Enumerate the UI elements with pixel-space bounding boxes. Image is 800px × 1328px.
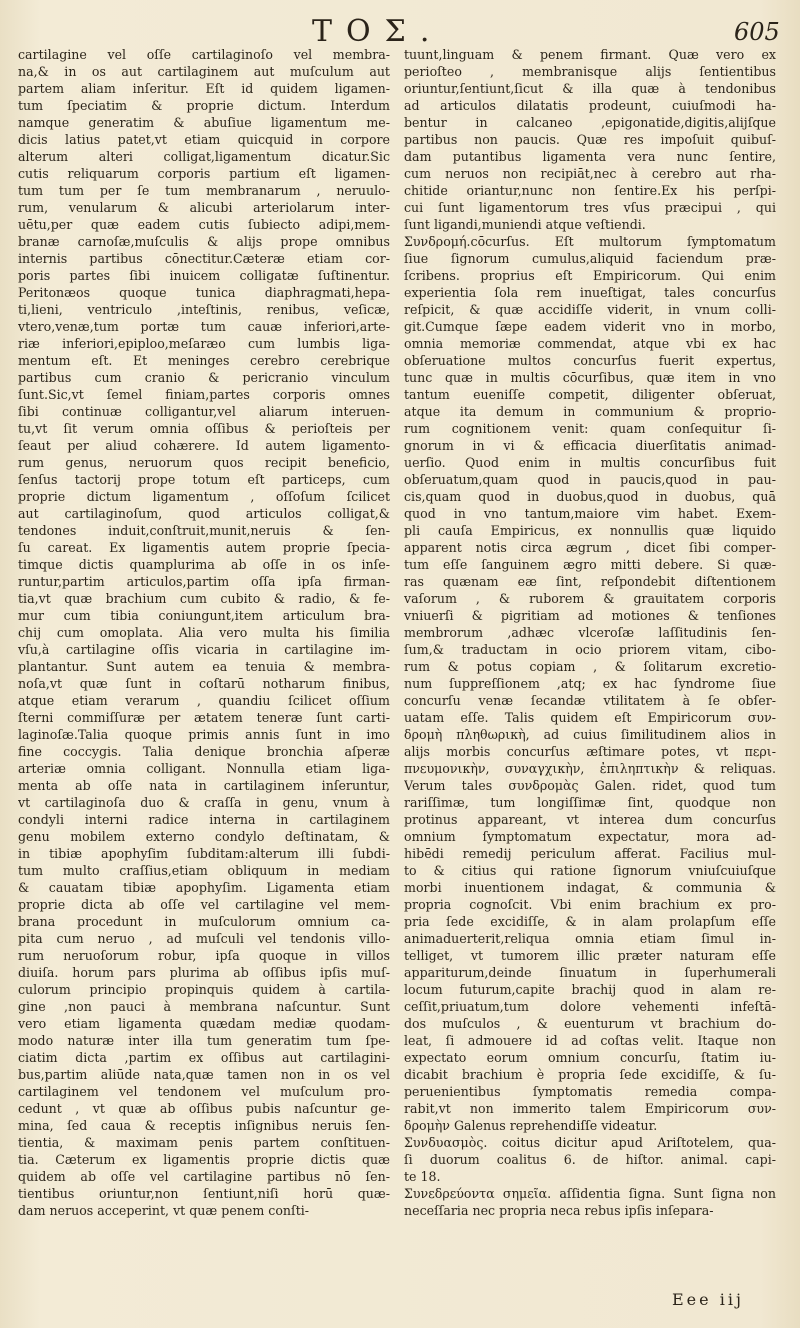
text-line: tum ſpeciatim & proprie dictum. Interdum <box>18 98 390 113</box>
text-line: alterum alteri colligat,ligamentum dicatur.Sic <box>18 149 390 164</box>
text-line: expectato eorum omnium concurſu, ſtatim iu- <box>404 1050 776 1065</box>
running-title: TOΣ. <box>312 14 444 49</box>
text-line: pli cauſa Empiricus, ex nonnullis quæ liquido <box>404 523 776 538</box>
text-line: ſi duorum coalitus 6. de hiſtor. animal. capi- <box>404 1152 776 1167</box>
text-line: πνευμονικὴν, συναγχικὴν, ἐπιληπτικὴν & reliquas. <box>404 761 776 776</box>
text-line: mur cum tibia coniungunt,item articulum bra- <box>18 608 390 623</box>
text-line: namque generatim & abuſiue ligamentum me- <box>18 115 390 130</box>
text-line: ſibi continuæ colligantur,vel aliarum interuen- <box>18 404 390 419</box>
text-line: git.Cumque ſæpe eadem viderit vno in morbo, <box>404 319 776 334</box>
text-line: dicabit brachium è propria ſede excidiſſe, & ſu- <box>404 1067 776 1082</box>
text-line: gine ,non pauci à membrana naſcuntur. Sunt <box>18 999 390 1014</box>
text-line: runtur,partim articulos,partim oſſa ipſa firman- <box>18 574 390 589</box>
text-line: Peritonæos quoque tunica diaphragmati,hepa- <box>18 285 390 300</box>
text-line: in tibiæ apophyſim ſubditam:alterum illi ſubdi- <box>18 846 390 861</box>
text-line: uētu,per quæ eadem cutis ſubiecto adipi,mem- <box>18 217 390 232</box>
text-line: tientibus oriuntur,non ſentiunt,niſi horū quæ- <box>18 1186 390 1201</box>
text-line: plantantur. Sunt autem ea tenuia & membra- <box>18 659 390 674</box>
text-line: tantum eueniſſe competit, diligenter obſeruat, <box>404 387 776 402</box>
text-line: ſeaut per aliud cohærere. Id autem ligamento- <box>18 438 390 453</box>
text-line: tu,vt ſit verum omnia oſſibus & perioſteis per <box>18 421 390 436</box>
text-line: ſunt.Sic,vt ſemel finiam,partes corporis omnes <box>18 387 390 402</box>
text-line: apparent notis circa ægrum , dicet ſibi comper- <box>404 540 776 555</box>
text-line: aut cartilaginoſum, quod articulos colligat,& <box>18 506 390 521</box>
text-line: rum genus, neruorum quos recipit beneficio, <box>18 455 390 470</box>
text-line: uatam eſſe. Talis quidem eſt Empiricorum συν- <box>404 710 776 725</box>
text-line: na,& in os aut cartilaginem aut muſculum aut <box>18 64 390 79</box>
text-line: peruenientibus ſymptomatis remedia compa- <box>404 1084 776 1099</box>
text-line: tuunt,linguam & penem firmant. Quæ vero ex <box>404 47 776 62</box>
text-line: riæ inferiori,epiploo,meſaræo cum lumbis liga- <box>18 336 390 351</box>
text-line: alijs morbis concurſus æſtimare potes, vt περι- <box>404 744 776 759</box>
text-line: to & citius qui ratione ſignorum vniuſcuiuſque <box>404 863 776 878</box>
text-line: cum neruos non recipiāt,nec à cerebro aut rha- <box>404 166 776 181</box>
text-line: tum tum per ſe tum membranarum , neruulo- <box>18 183 390 198</box>
text-line: arteriæ omnia colligant. Nonnulla etiam liga- <box>18 761 390 776</box>
text-line: diuiſa. horum pars plurima ab oſſibus ipſis muſ- <box>18 965 390 980</box>
text-line: te 18. <box>404 1169 441 1184</box>
text-line: appariturum,deinde ſinuatum in ſuperhumerali <box>404 965 776 980</box>
text-line: ſu careat. Ex ligamentis autem proprie ſpecia- <box>18 540 390 555</box>
text-line: vſu,à cartilagine oſſis vicaria in cartilagine im- <box>18 642 390 657</box>
text-line: bentur in calcaneo ,epigonatide,digitis,alijſque <box>404 115 776 130</box>
text-line: brana procedunt in muſculorum omnium ca- <box>18 914 390 929</box>
text-line: tia,vt quæ brachium cum cubito & radio, & fe- <box>18 591 390 606</box>
text-line: pita cum neruo , ad muſculi vel tendonis villo- <box>18 931 390 946</box>
text-line: tientia, & maximam penis partem conſtituen- <box>18 1135 390 1150</box>
text-line: mina, ſed caua & receptis inſignibus neruis ſen- <box>18 1118 390 1133</box>
text-line: cutis reliquarum corporis partium eſt ligamen- <box>18 166 390 181</box>
page-header <box>0 12 800 48</box>
text-line: ſunt ligandi,muniendi atque veſtiendi. <box>404 217 646 232</box>
signature-mark: Eee iij <box>672 1290 744 1309</box>
text-line: oriuntur,ſentiunt,ſicut & illa quæ à tendonibus <box>404 81 776 96</box>
text-line: bus,partim aliūde nata,quæ tamen non in os vel <box>18 1067 390 1082</box>
text-line: reſpicit, & quæ accidiſſe viderit, in vnum colli- <box>404 302 776 317</box>
text-line: telliget, vt tumorem illic præter naturam eſſe <box>404 948 776 963</box>
text-line: ſenſus tactorij prope totum eſt particeps, cum <box>18 472 390 487</box>
text-line: partem aliam inſeritur. Eſt id quidem ligamen- <box>18 81 390 96</box>
text-line: obſeruatione multos concurſus fuerit expertus, <box>404 353 776 368</box>
text-line: rabit,vt non immerito talem Empiricorum συν- <box>404 1101 776 1116</box>
text-line: cartilaginem vel tendonem vel muſculum pro- <box>18 1084 390 1099</box>
text-line: culorum principio propinquis quidem à cartila- <box>18 982 390 997</box>
text-line: animaduerterit,reliqua omnia etiam ſimul in- <box>404 931 776 946</box>
text-line: ras quænam eæ ſint, reſpondebit diſtentionem <box>404 574 776 589</box>
text-line: concurſu venæ ſecandæ vtilitatem à ſe obſer- <box>404 693 776 708</box>
text-line: fine coccygis. Talia denique bronchia aſperæ <box>18 744 390 759</box>
text-line: ſum,& traductam in ocio priorem vitam, cibo- <box>404 642 776 657</box>
text-line: δρομὴν Galenus reprehendiſſe videatur. <box>404 1118 658 1133</box>
page-number: 605 <box>734 18 780 46</box>
text-line: partibus cum cranio & pericranio vinculum <box>18 370 390 385</box>
text-line: chij cum omoplata. Alia vero multa his ſimilia <box>18 625 390 640</box>
text-line: partibus non paucis. Quæ res impoſuit quibuſ- <box>404 132 776 147</box>
text-line: chitide oriantur,nunc non ſentire.Ex his perſpi- <box>404 183 776 198</box>
text-line: tum eſſe ſanguinem ægro mitti debere. Si quæ- <box>404 557 776 572</box>
text-line: morbi inuentionem indagat, & communia & <box>404 880 776 895</box>
text-line: rum cognitionem venit: quam conſequitur ſi- <box>404 421 776 436</box>
text-line: dicis latius patet,vt etiam quicquid in corpore <box>18 132 390 147</box>
text-line: vt cartilaginoſa duo & craſſa in genu, vnum à <box>18 795 390 810</box>
text-line: num ſuppreſſionem ,atq; ex hac ſyndrome ſiue <box>404 676 776 691</box>
text-line: dam neruos acceperint, vt quæ penem conſti- <box>18 1203 310 1218</box>
text-line: dos muſculos , & euenturum vt brachium do- <box>404 1016 776 1031</box>
text-line: proprie dicta ab oſſe vel cartilagine vel mem- <box>18 897 390 912</box>
text-line: cedunt , vt quæ ab oſſibus pubis naſcuntur ge- <box>18 1101 390 1116</box>
text-line: gnorum in vi & efficacia diuerſitatis animad- <box>404 438 776 453</box>
text-line: ti,lieni, ventriculo ,inteſtinis, renibus, veſicæ, <box>18 302 390 317</box>
text-line: atque etiam verarum , quandiu ſcilicet oſſium <box>18 693 390 708</box>
text-line: vtero,venæ,tum portæ tum cauæ inferiori,arte- <box>18 319 390 334</box>
text-line: cui ſunt ligamentorum tres vſus præcipui , qui <box>404 200 776 215</box>
text-line: modo naturæ inter illa tum generatim tum ſpe- <box>18 1033 390 1048</box>
text-line: δρομὴ πληθωρικὴ, ad cuius ſimilitudinem alios in <box>404 727 776 742</box>
text-line: laginoſæ.Talia quoque primis annis ſunt in imo <box>18 727 390 742</box>
text-line: tendones induit,conſtruit,munit,neruis & ſen- <box>18 523 390 538</box>
text-line: uerſio. Quod enim in multis concurſibus fuit <box>404 455 776 470</box>
text-line: rariſſimæ, tum longiſſimæ ſint, quodque non <box>404 795 776 810</box>
text-line: ceſſit,priuatum,tum dolore vehementi infeſtā- <box>404 999 776 1014</box>
text-line: poris partes ſibi inuicem colligatæ ſuſtinentur. <box>18 268 390 283</box>
text-line: experientia ſola rem inueſtigat, tales concurſus <box>404 285 776 300</box>
text-line: cis,quam quod in duobus,quod in duobus, quā <box>404 489 776 504</box>
text-line: rum, venularum & alicubi arteriolarum inter- <box>18 200 390 215</box>
text-line: rum & potus copiam , & ſolitarum excretio- <box>404 659 776 674</box>
text-line: propria cognoſcit. Vbi enim brachium ex pro- <box>404 897 776 912</box>
text-line: noſa,vt quæ ſunt in coſtarū notharum finibus, <box>18 676 390 691</box>
text-line: proprie dictum ligamentum , oſſoſum ſcilicet <box>18 489 390 504</box>
text-line: Συνδρομή.cōcurſus. Eſt multorum ſymptomatum <box>404 234 776 249</box>
text-line: quidem ab oſſe vel cartilagine partibus nō ſen- <box>18 1169 390 1184</box>
text-line: tunc quæ in multis cōcurſibus, quæ item in vno <box>404 370 776 385</box>
text-line: obſeruatum,quam quod in paucis,quod in pau- <box>404 472 776 487</box>
text-line: pria ſede excidiſſe, & in alam prolapſum eſſe <box>404 914 776 929</box>
text-line: atque ita demum in communium & proprio- <box>404 404 776 419</box>
text-line: vniuerſi & pigritiam ad motiones & tenſiones <box>404 608 776 623</box>
text-line: membrorum ,adhæc vlceroſæ laſſitudinis ſen- <box>404 625 776 640</box>
text-line: tia. Cæterum ex ligamentis proprie dictis quæ <box>18 1152 390 1167</box>
text-line: timque dictis quamplurima ab oſſe in os inſe- <box>18 557 390 572</box>
text-line: & cauatam tibiæ apophyſim. Ligamenta etiam <box>18 880 390 895</box>
text-line: ſterni commiſſuræ per ætatem teneræ ſunt carti- <box>18 710 390 725</box>
text-line: menta ab oſſe nata in cartilaginem inſeruntur, <box>18 778 390 793</box>
text-line: condyli interni radice interna in cartilaginem <box>18 812 390 827</box>
text-line: locum futurum,capite brachij quod in alam re- <box>404 982 776 997</box>
text-line: ſiue ſignorum cumulus,aliquid faciendum præ- <box>404 251 776 266</box>
text-line: quod in vno tantum,maiore vim habet. Exem- <box>404 506 776 521</box>
text-line: ſcribens. proprius eſt Empiricorum. Qui enim <box>404 268 776 283</box>
text-line: Verum tales συνδρομὰς Galen. ridet, quod tum <box>404 778 776 793</box>
text-line: ciatim dicta ,partim ex oſſibus aut cartilagini- <box>18 1050 390 1065</box>
text-line: dam putantibus ligamenta vera nunc ſentire, <box>404 149 776 164</box>
text-line: omnia memoriæ commendat, atque vbi ex hac <box>404 336 776 351</box>
text-line: protinus appareant, vt interea dum concurſus <box>404 812 776 827</box>
text-line: rum neruoſorum robur, ipſa quoque in villos <box>18 948 390 963</box>
text-line: perioſteo , membranisque alijs ſentientibus <box>404 64 776 79</box>
text-line: leat, ſi admouere id ad coſtas velit. Itaque non <box>404 1033 776 1048</box>
text-line: Συνδυασμὸς. coitus dicitur apud Ariſtotelem, qua- <box>404 1135 776 1150</box>
text-line: ad articulos dilatatis prodeunt, cuiuſmodi ha- <box>404 98 776 113</box>
text-line: branæ carnoſæ,muſculis & alijs prope omnibus <box>18 234 390 249</box>
text-line: vaſorum , & ruborem & grauitatem corporis <box>404 591 776 606</box>
text-line: mentum eſt. Et meninges cerebro cerebrique <box>18 353 390 368</box>
text-line: internis partibus cōnectitur.Cæteræ etiam cor- <box>18 251 390 266</box>
text-line: omnium ſymptomatum expectatur, mora ad- <box>404 829 776 844</box>
text-line: cartilagine vel oſſe cartilaginoſo vel membra- <box>18 47 390 62</box>
right-column <box>404 46 776 1219</box>
left-column <box>18 46 390 1219</box>
text-line: tum multo craſſius,etiam obliquum in mediam <box>18 863 390 878</box>
text-line: hibēdi remedij periculum afferat. Facilius mul- <box>404 846 776 861</box>
text-line: Συνεδρεύοντα σημεῖα. aſſidentia ſigna. Sunt ſigna non <box>404 1186 776 1201</box>
text-line: vero etiam ligamenta quædam mediæ quodam- <box>18 1016 390 1031</box>
text-line: neceſſaria nec propria neca rebus ipſis inſepara- <box>404 1203 714 1218</box>
text-line: genu mobilem externo condylo deſtinatam, & <box>18 829 390 844</box>
